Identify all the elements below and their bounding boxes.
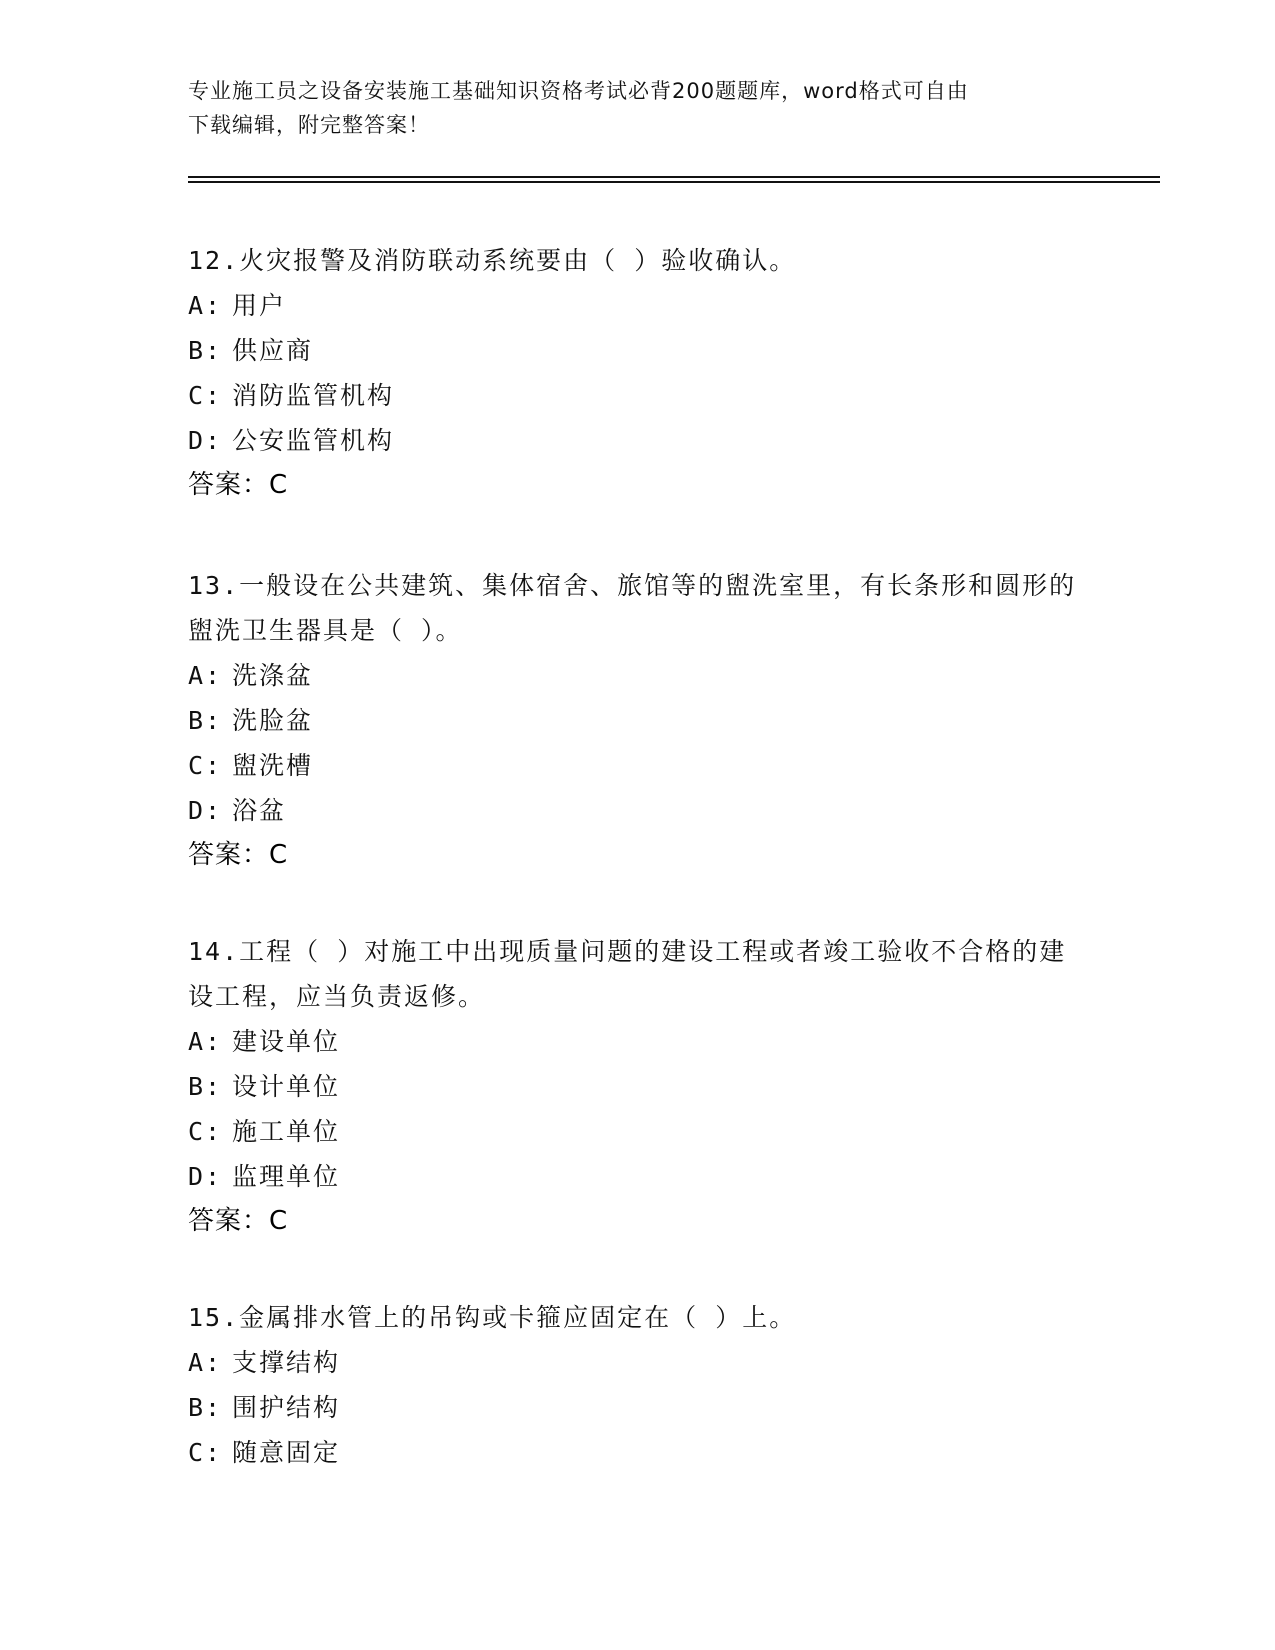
question-stem: 13.一般设在公共建筑、集体宿舍、旅馆等的盥洗室里，有长条形和圆形的盥洗卫生器具是（ ）。 [188,571,1077,645]
option-key: B: [188,336,223,365]
question-12 [188,238,1088,508]
option-c [188,1430,1088,1475]
option-a [188,1340,1088,1385]
option-b [188,1385,1088,1430]
question-stem: 14.工程（ ）对施工中出现质量问题的建设工程或者竣工验收不合格的建设工程，应当负责返修。 [188,937,1067,1011]
question-stem: 15.金属排水管上的吊钩或卡箍应固定在（ ）上。 [188,1303,797,1332]
option-text: 施工单位 [232,1117,341,1146]
document-header [188,74,1088,142]
option-key: C: [188,1117,223,1146]
option-text: 消防监管机构 [232,381,395,410]
option-a [188,653,1088,698]
answer-line: 答案：C [188,470,289,500]
option-key: B: [188,1072,223,1101]
option-key: D: [188,796,223,825]
option-key: A: [188,1027,223,1056]
question-stem: 12.火灾报警及消防联动系统要由（ ）验收确认。 [188,246,797,275]
option-text: 供应商 [232,336,314,365]
answer-line: 答案：C [188,840,289,870]
option-c [188,743,1088,788]
option-b [188,698,1088,743]
header-line-1: 专业施工员之设备安装施工基础知识资格考试必背200题题库，word格式可自由 [188,79,969,103]
option-c [188,1109,1088,1154]
option-text: 洗脸盆 [232,706,314,735]
option-a [188,283,1088,328]
option-d [188,1154,1088,1199]
option-key: A: [188,1348,223,1377]
option-text: 建设单位 [232,1027,341,1056]
option-key: A: [188,661,223,690]
option-text: 盥洗槽 [232,751,314,780]
option-b [188,1064,1088,1109]
option-text: 设计单位 [232,1072,341,1101]
option-key: D: [188,1162,223,1191]
option-key: B: [188,706,223,735]
header-line-2: 下载编辑，附完整答案！ [188,113,430,137]
option-text: 支撑结构 [232,1348,341,1377]
option-c [188,373,1088,418]
question-13 [188,563,1088,878]
option-text: 用户 [232,291,287,320]
option-d [188,418,1088,463]
option-d [188,788,1088,833]
option-b [188,328,1088,373]
option-key: C: [188,751,223,780]
option-text: 围护结构 [232,1393,341,1422]
answer-line: 答案：C [188,1206,289,1236]
option-key: C: [188,1438,223,1467]
option-text: 随意固定 [232,1438,341,1467]
header-divider-top [188,176,1160,178]
option-text: 洗涤盆 [232,661,314,690]
option-key: C: [188,381,223,410]
option-text: 监理单位 [232,1162,341,1191]
option-text: 公安监管机构 [232,426,395,455]
question-15 [188,1295,1088,1475]
option-a [188,1019,1088,1064]
header-divider-bottom [188,181,1160,183]
option-key: A: [188,291,223,320]
question-14 [188,929,1088,1244]
option-key: B: [188,1393,223,1422]
option-key: D: [188,426,223,455]
option-text: 浴盆 [232,796,287,825]
